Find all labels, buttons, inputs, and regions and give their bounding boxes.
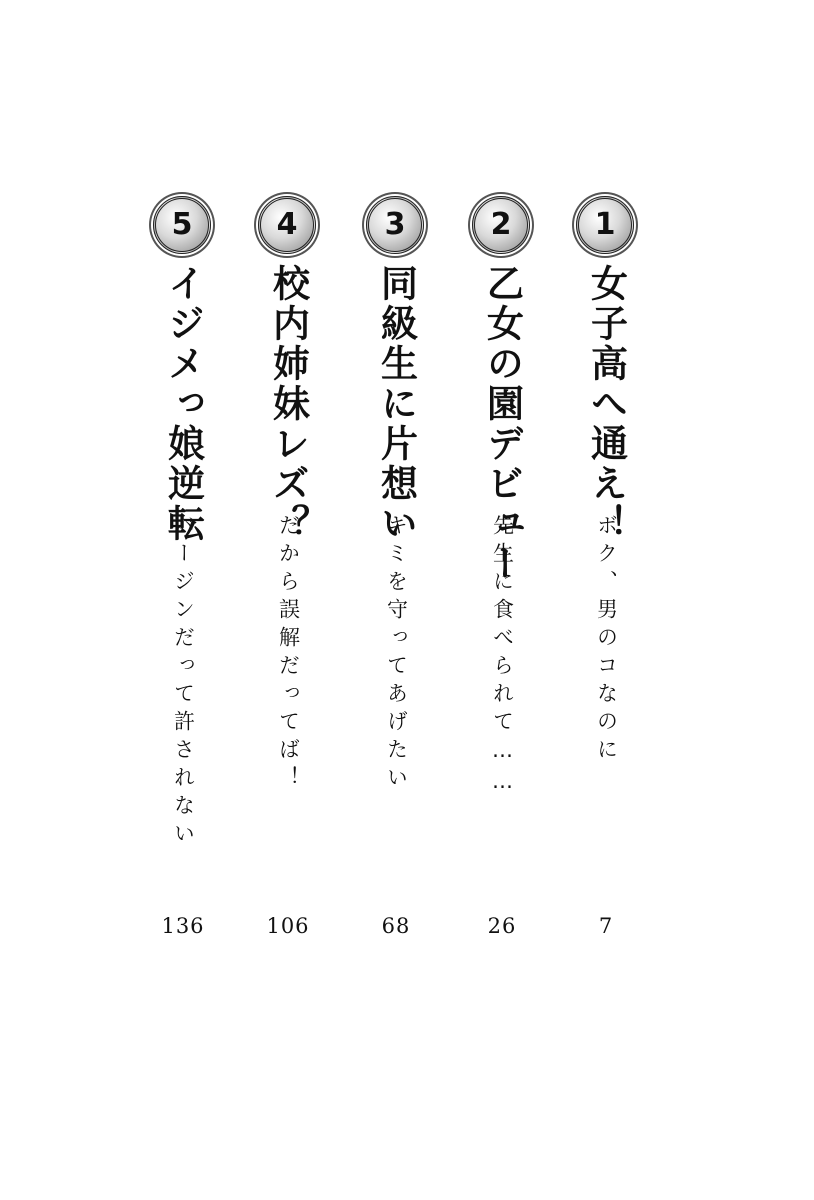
chapter-title: 乙女の園デビュー <box>480 264 524 584</box>
chapter-title: 同級生に片想い <box>374 264 418 544</box>
chapter-number-badge <box>576 196 634 254</box>
page-number: 7 <box>598 914 614 938</box>
chapter-subtitle: 先生に食べられて…… <box>490 514 515 800</box>
chapter-subtitle: だから誤解だってば！ <box>276 514 301 794</box>
chapter-title: 校内姉妹レズ？ <box>266 264 310 544</box>
page-number: 68 <box>381 914 411 938</box>
chapter-number: 1 <box>594 207 616 242</box>
chapter-subtitle: ボク、男のコなのに <box>594 514 619 766</box>
page-number: 136 <box>161 914 205 938</box>
page-number: 26 <box>487 914 517 938</box>
chapter-number: 5 <box>171 207 193 242</box>
chapter-title: 女子高へ通え！ <box>584 264 628 544</box>
toc-entry-chapter-5[interactable] <box>133 196 233 956</box>
chapter-subtitle: バージンだって許されない <box>171 514 196 850</box>
chapter-number: 4 <box>276 207 298 242</box>
chapter-subtitle: キミを守ってあげたい <box>384 514 409 794</box>
toc-entry-chapter-4[interactable] <box>238 196 338 956</box>
chapter-title: イジメっ娘逆転 <box>161 264 205 544</box>
chapter-number-badge <box>258 196 316 254</box>
chapter-number-badge <box>153 196 211 254</box>
toc-entry-chapter-2[interactable] <box>452 196 552 956</box>
toc-entry-chapter-1[interactable] <box>556 196 656 956</box>
page-number: 106 <box>266 914 310 938</box>
chapter-number: 2 <box>490 207 512 242</box>
toc-entry-chapter-3[interactable] <box>346 196 446 956</box>
chapter-number-badge <box>366 196 424 254</box>
chapter-number: 3 <box>384 207 406 242</box>
chapter-number-badge <box>472 196 530 254</box>
